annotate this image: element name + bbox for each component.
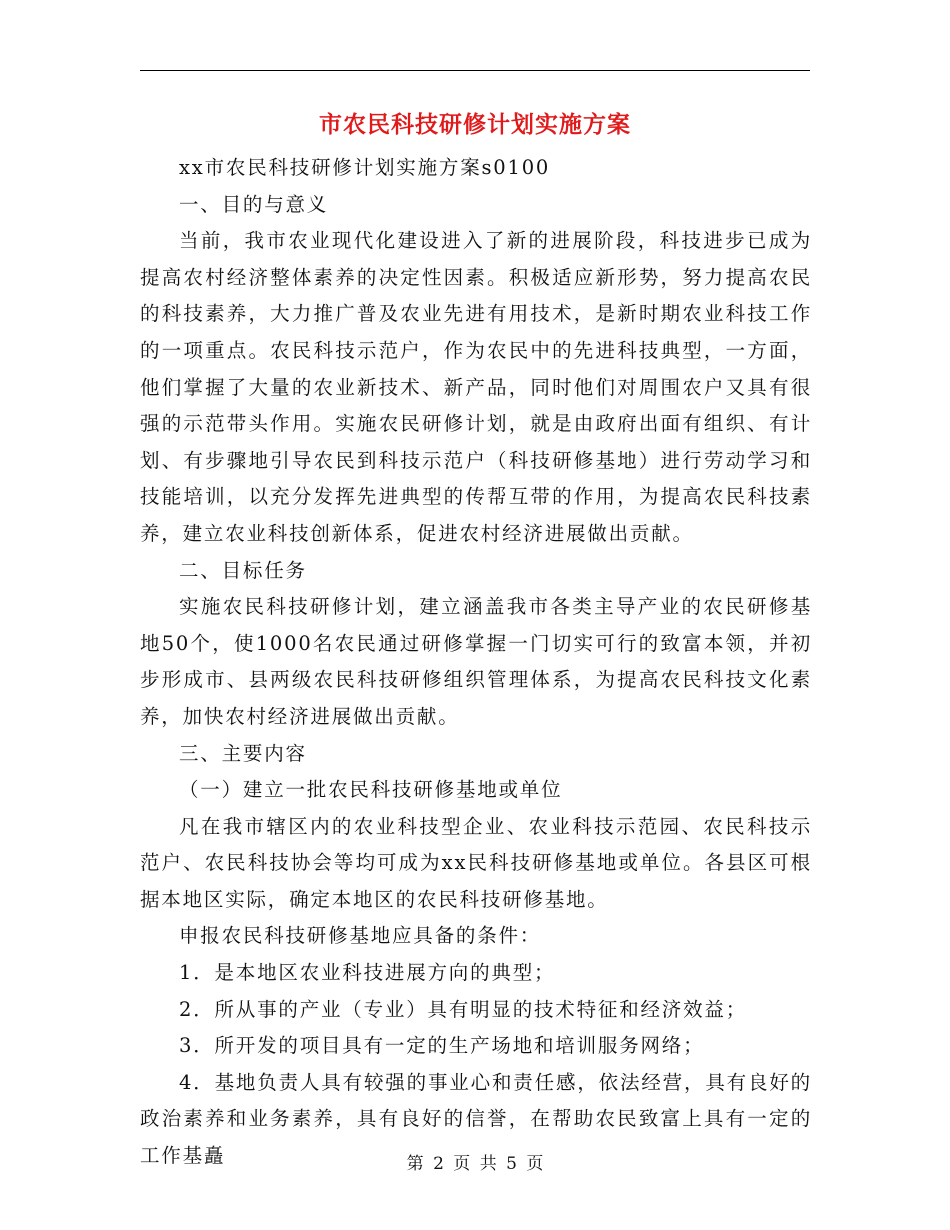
list-item-condition-4: 4．基地负责人具有较强的事业心和责任感，依法经营，具有良好的政治素养和业务素养，具有良好的信誉，在帮助农民致富上具有一定的工作基矗 [140, 1070, 812, 1168]
paragraph-conditions-intro: 申报农民科技研修基地应具备的条件： [179, 924, 542, 948]
heading-goals: 二、目标任务 [179, 558, 307, 582]
paragraph-goals: 实施农民科技研修计划，建立涵盖我市各类主导产业的农民研修基地50个，使1000名农民通过研修掌握一门切实可行的致富本领，并初步形成市、县两级农民科技研修组织管理体系，为提高农民科技文化素养，加快农村经济进展做出贡献。 [140, 595, 812, 728]
document-title: 市农民科技研修计划实施方案 [319, 111, 631, 138]
heading-content: 三、主要内容 [179, 741, 307, 765]
list-item-condition-2: 2．所从事的产业（专业）具有明显的技术特征和经济效益； [179, 997, 748, 1021]
header-rule [140, 70, 810, 71]
heading-purpose: 一、目的与意义 [179, 192, 329, 216]
list-item-condition-1: 1．是本地区农业科技进展方向的典型； [179, 961, 556, 985]
page-number-footer: 第 2 页 共 5 页 [406, 1154, 544, 1174]
paragraph-bases: 凡在我市辖区内的农业科技型企业、农业科技示范园、农民科技示范户、农民科技协会等均可成为xx民科技研修基地或单位。各县区可根据本地区实际，确定本地区的农民科技研修基地。 [140, 814, 812, 911]
subheading-bases: （一）建立一批农民科技研修基地或单位 [179, 778, 563, 802]
paragraph-doc-code: xx市农民科技研修计划实施方案s0100 [179, 156, 551, 179]
list-item-condition-3: 3．所开发的项目具有一定的生产场地和培训服务网络； [179, 1034, 705, 1058]
document-body [140, 150, 812, 1175]
paragraph-purpose: 当前，我市农业现代化建设进入了新的进展阶段，科技进步已成为提高农村经济整体素养的决定性因素。积极适应新形势，努力提高农民的科技素养，大力推广普及农业先进有用技术，是新时期农业科技工作的一项重点。农民科技示范户，作为农民中的先进科技典型，一方面，他们掌握了大量的农业新技术、新产品，同时他们对周围农户又具有很强的示范带头作用。实施农民研修计划，就是由政府出面有组织、有计划、有步骤地引导农民到科技示范户（科技研修基地）进行劳动学习和技能培训，以充分发挥先进典型的传帮互带的作用，为提高农民科技素养，建立农业科技创新体系，促进农村经济进展做出贡献。 [140, 229, 812, 545]
